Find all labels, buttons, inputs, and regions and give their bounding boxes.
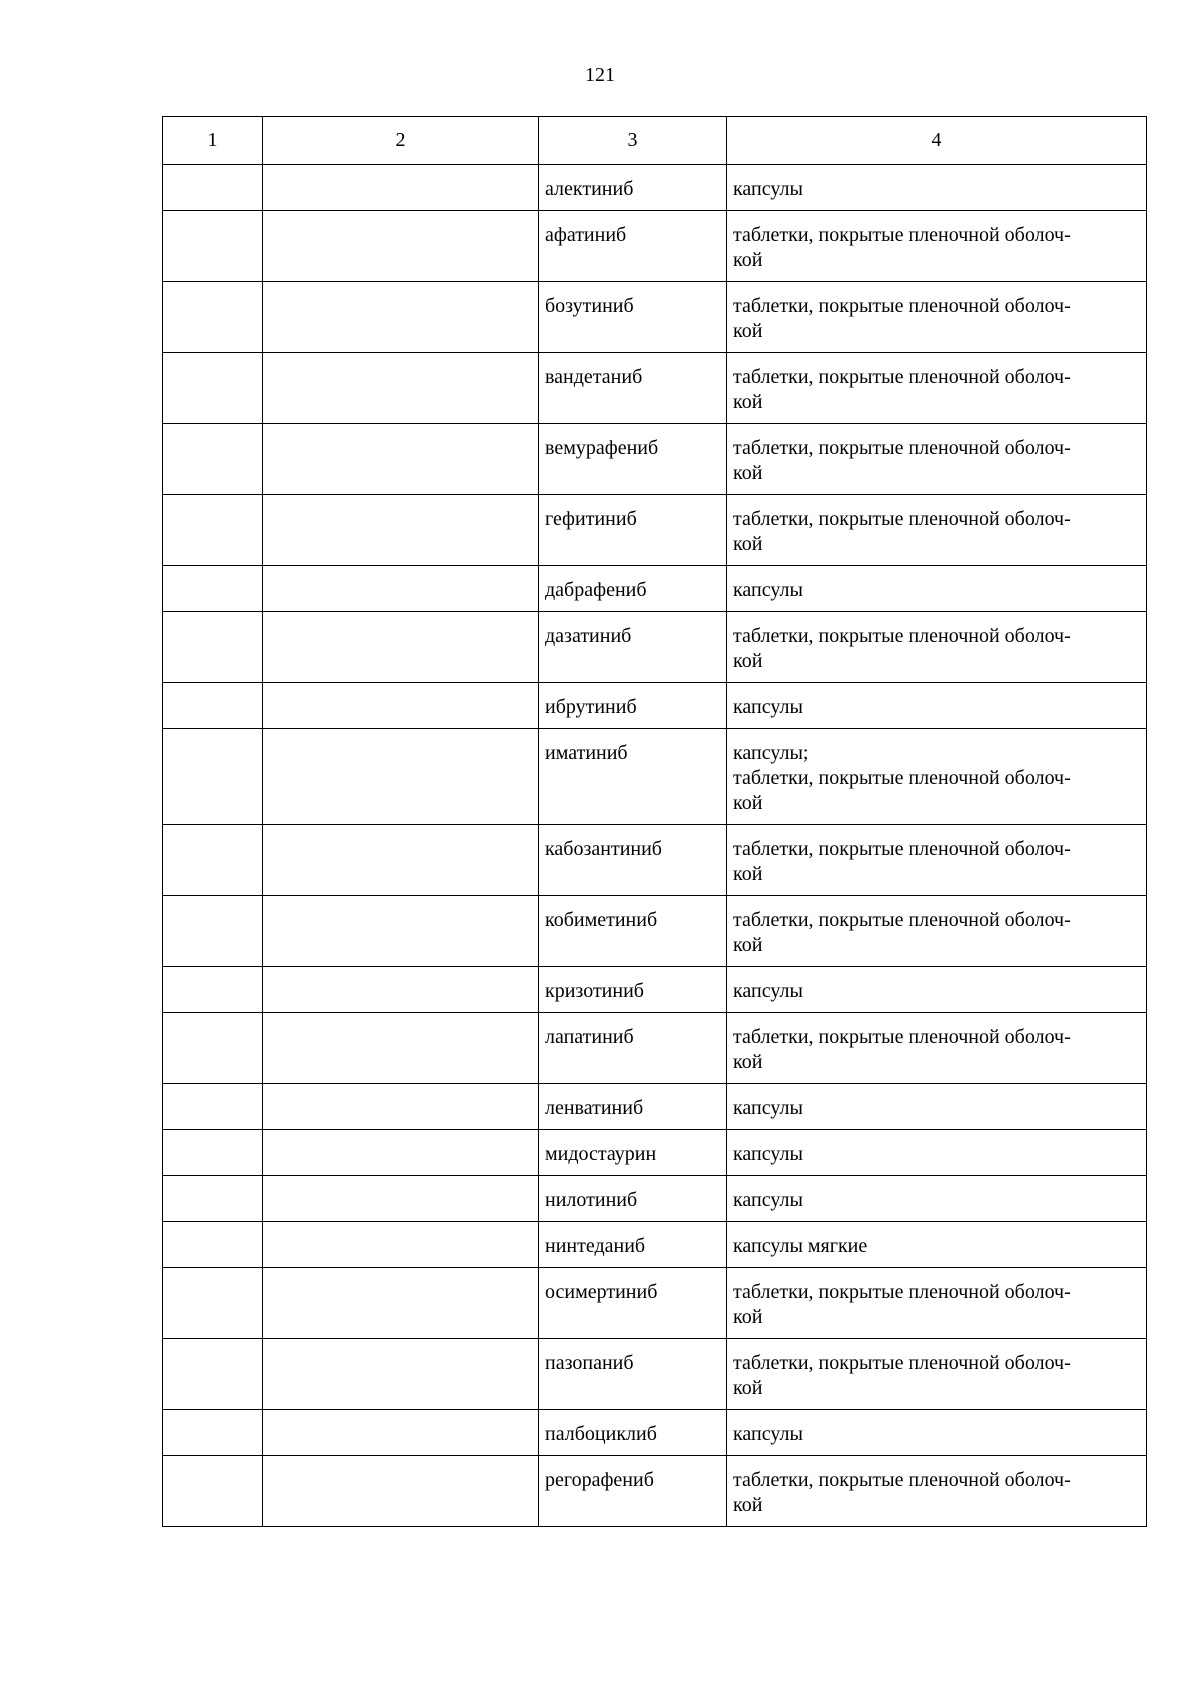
table-header-row <box>163 117 1147 165</box>
cell-col1 <box>163 612 263 683</box>
drug-name-cell: кризотиниб <box>539 967 727 1013</box>
table-row <box>163 566 1147 612</box>
drug-name-cell: нилотиниб <box>539 1176 727 1222</box>
drug-name-cell: дазатиниб <box>539 612 727 683</box>
drug-name-cell: мидостаурин <box>539 1130 727 1176</box>
drug-name-cell: кабозантиниб <box>539 825 727 896</box>
table-row <box>163 282 1147 353</box>
dosage-form-line: таблетки, покрытые пленочной оболоч- <box>733 838 1071 860</box>
dosage-form-cell <box>727 683 1147 729</box>
dosage-form-line: таблетки, покрытые пленочной оболоч- <box>733 508 1071 530</box>
cell-col2 <box>263 896 539 967</box>
table-row <box>163 1339 1147 1410</box>
cell-col1 <box>163 566 263 612</box>
drug-name-cell: дабрафениб <box>539 566 727 612</box>
dosage-form-line: таблетки, покрытые пленочной оболоч- <box>733 1469 1071 1491</box>
drug-name-cell: ибрутиниб <box>539 683 727 729</box>
dosage-form-line: кой <box>733 320 763 342</box>
dosage-form-line: таблетки, покрытые пленочной оболоч- <box>733 625 1071 647</box>
dosage-form-cell <box>727 424 1147 495</box>
dosage-form-line: таблетки, покрытые пленочной оболоч- <box>733 767 1071 789</box>
table-row <box>163 353 1147 424</box>
table-row <box>163 825 1147 896</box>
dosage-form-cell <box>727 495 1147 566</box>
dosage-form-line: капсулы <box>733 178 803 200</box>
table-row <box>163 211 1147 282</box>
table-row <box>163 165 1147 211</box>
dosage-form-line: таблетки, покрытые пленочной оболоч- <box>733 1026 1071 1048</box>
cell-col2 <box>263 211 539 282</box>
table-row <box>163 896 1147 967</box>
cell-col1 <box>163 1013 263 1084</box>
cell-col2 <box>263 612 539 683</box>
dosage-form-cell <box>727 282 1147 353</box>
cell-col1 <box>163 1268 263 1339</box>
drug-name-cell: бозутиниб <box>539 282 727 353</box>
cell-col2 <box>263 353 539 424</box>
drug-name-cell: иматиниб <box>539 729 727 825</box>
column-header-2: 2 <box>263 117 539 165</box>
dosage-form-line: кой <box>733 533 763 555</box>
drug-name-cell: палбоциклиб <box>539 1410 727 1456</box>
table-row <box>163 729 1147 825</box>
cell-col1 <box>163 495 263 566</box>
dosage-form-line: кой <box>733 863 763 885</box>
dosage-form-line: капсулы <box>733 980 803 1002</box>
dosage-form-line: таблетки, покрытые пленочной оболоч- <box>733 224 1071 246</box>
dosage-form-line: капсулы <box>733 1143 803 1165</box>
cell-col2 <box>263 1130 539 1176</box>
column-header-1: 1 <box>163 117 263 165</box>
drug-name-cell: кобиметиниб <box>539 896 727 967</box>
cell-col1 <box>163 1130 263 1176</box>
cell-col2 <box>263 1084 539 1130</box>
cell-col2 <box>263 1176 539 1222</box>
cell-col2 <box>263 1339 539 1410</box>
cell-col2 <box>263 1268 539 1339</box>
cell-col1 <box>163 1456 263 1527</box>
cell-col1 <box>163 729 263 825</box>
dosage-form-cell <box>727 1130 1147 1176</box>
dosage-form-line: капсулы <box>733 579 803 601</box>
cell-col1 <box>163 967 263 1013</box>
cell-col1 <box>163 211 263 282</box>
dosage-form-line: таблетки, покрытые пленочной оболоч- <box>733 1352 1071 1374</box>
dosage-form-cell <box>727 1176 1147 1222</box>
dosage-form-cell <box>727 825 1147 896</box>
table-row <box>163 1013 1147 1084</box>
dosage-form-line: кой <box>733 934 763 956</box>
drug-name-cell: вемурафениб <box>539 424 727 495</box>
dosage-form-line: кой <box>733 462 763 484</box>
dosage-form-cell <box>727 896 1147 967</box>
cell-col2 <box>263 683 539 729</box>
drug-name-cell: лапатиниб <box>539 1013 727 1084</box>
drug-name-cell: нинтеданиб <box>539 1222 727 1268</box>
cell-col1 <box>163 165 263 211</box>
cell-col2 <box>263 1013 539 1084</box>
dosage-form-line: капсулы; <box>733 742 809 764</box>
drug-name-cell: осимертиниб <box>539 1268 727 1339</box>
table-row <box>163 1222 1147 1268</box>
dosage-form-cell <box>727 1268 1147 1339</box>
cell-col1 <box>163 825 263 896</box>
cell-col2 <box>263 566 539 612</box>
cell-col1 <box>163 683 263 729</box>
cell-col2 <box>263 729 539 825</box>
table-row <box>163 1084 1147 1130</box>
dosage-form-line: кой <box>733 1306 763 1328</box>
cell-col2 <box>263 967 539 1013</box>
dosage-form-line: таблетки, покрытые пленочной оболоч- <box>733 437 1071 459</box>
page-number: 121 <box>585 64 615 86</box>
dosage-form-line: кой <box>733 391 763 413</box>
table-body <box>163 165 1147 1527</box>
cell-col2 <box>263 282 539 353</box>
cell-col1 <box>163 896 263 967</box>
cell-col2 <box>263 1456 539 1527</box>
dosage-form-cell <box>727 729 1147 825</box>
table-row <box>163 1456 1147 1527</box>
dosage-form-line: капсулы мягкие <box>733 1235 868 1257</box>
dosage-form-line: кой <box>733 249 763 271</box>
dosage-form-line: кой <box>733 1377 763 1399</box>
cell-col1 <box>163 1176 263 1222</box>
drug-name-cell: пазопаниб <box>539 1339 727 1410</box>
dosage-form-line: кой <box>733 1051 763 1073</box>
table-row <box>163 967 1147 1013</box>
cell-col2 <box>263 1222 539 1268</box>
dosage-form-line: капсулы <box>733 696 803 718</box>
column-header-4: 4 <box>727 117 1147 165</box>
dosage-form-line: капсулы <box>733 1423 803 1445</box>
dosage-form-cell <box>727 1456 1147 1527</box>
table-row <box>163 1176 1147 1222</box>
cell-col2 <box>263 825 539 896</box>
dosage-form-cell <box>727 211 1147 282</box>
drug-name-cell: гефитиниб <box>539 495 727 566</box>
cell-col1 <box>163 1410 263 1456</box>
drug-name-cell: алектиниб <box>539 165 727 211</box>
dosage-form-line: капсулы <box>733 1189 803 1211</box>
cell-col2 <box>263 165 539 211</box>
dosage-form-line: таблетки, покрытые пленочной оболоч- <box>733 1281 1071 1303</box>
cell-col2 <box>263 495 539 566</box>
table-row <box>163 495 1147 566</box>
dosage-form-line: таблетки, покрытые пленочной оболоч- <box>733 909 1071 931</box>
dosage-form-cell <box>727 1013 1147 1084</box>
dosage-form-cell <box>727 1084 1147 1130</box>
cell-col1 <box>163 1339 263 1410</box>
dosage-form-cell <box>727 566 1147 612</box>
dosage-form-cell <box>727 1222 1147 1268</box>
dosage-form-line: кой <box>733 1494 763 1516</box>
dosage-form-cell <box>727 612 1147 683</box>
drug-name-cell: регорафениб <box>539 1456 727 1527</box>
dosage-form-cell <box>727 1410 1147 1456</box>
cell-col1 <box>163 1222 263 1268</box>
dosage-form-line: таблетки, покрытые пленочной оболоч- <box>733 366 1071 388</box>
cell-col2 <box>263 424 539 495</box>
table-row <box>163 424 1147 495</box>
cell-col1 <box>163 282 263 353</box>
drug-name-cell: вандетаниб <box>539 353 727 424</box>
table-row <box>163 683 1147 729</box>
table-row <box>163 612 1147 683</box>
cell-col1 <box>163 353 263 424</box>
cell-col2 <box>263 1410 539 1456</box>
dosage-form-line: кой <box>733 792 763 814</box>
dosage-form-cell <box>727 165 1147 211</box>
dosage-form-line: капсулы <box>733 1097 803 1119</box>
table-row <box>163 1268 1147 1339</box>
cell-col1 <box>163 424 263 495</box>
dosage-form-cell <box>727 353 1147 424</box>
table-row <box>163 1410 1147 1456</box>
dosage-form-cell <box>727 967 1147 1013</box>
dosage-form-line: кой <box>733 650 763 672</box>
column-header-3: 3 <box>539 117 727 165</box>
dosage-form-line: таблетки, покрытые пленочной оболоч- <box>733 295 1071 317</box>
drug-table <box>162 116 1147 1527</box>
cell-col1 <box>163 1084 263 1130</box>
drug-name-cell: афатиниб <box>539 211 727 282</box>
dosage-form-cell <box>727 1339 1147 1410</box>
table-row <box>163 1130 1147 1176</box>
drug-name-cell: ленватиниб <box>539 1084 727 1130</box>
